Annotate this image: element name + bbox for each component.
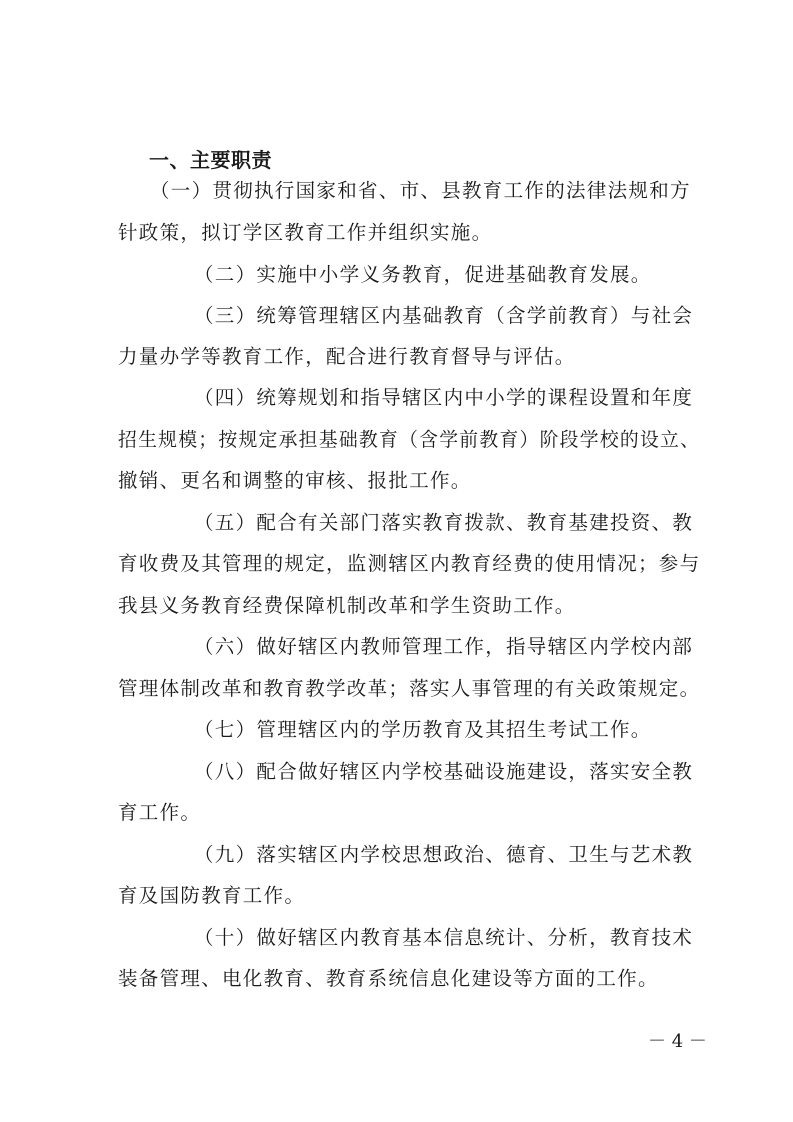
paragraph-line: 装备管理、电化教育、教育系统信息化建设等方面的工作。 xyxy=(118,967,659,990)
paragraph-line: （七）管理辖区内的学历教育及其招生考试工作。 xyxy=(194,718,652,741)
paragraph-line: 力量办学等教育工作，配合进行教育督导与评估。 xyxy=(118,345,576,368)
paragraph-line: 管理体制改革和教育教学改革；落实人事管理的有关政策规定。 xyxy=(118,677,701,700)
paragraph-line: （四）统筹规划和指导辖区内中小学的课程设置和年度 xyxy=(194,386,694,409)
section-heading: 一、主要职责 xyxy=(149,148,272,172)
paragraph-line: 我县义务教育经费保障机制改革和学生资助工作。 xyxy=(118,594,576,617)
paragraph-line: 撤销、更名和调整的审核、报批工作。 xyxy=(118,469,472,492)
paragraph-line: （十）做好辖区内教育基本信息统计、分析，教育技术 xyxy=(194,926,694,949)
paragraph-line: 育收费及其管理的规定，监测辖区内教育经费的使用情况；参与 xyxy=(118,552,701,575)
paragraph-line: 育及国防教育工作。 xyxy=(118,884,306,907)
paragraph-line: （六）做好辖区内教师管理工作，指导辖区内学校内部 xyxy=(194,635,694,658)
paragraph-line: （五）配合有关部门落实教育拨款、教育基建投资、教 xyxy=(194,511,694,534)
paragraph-line: 育工作。 xyxy=(118,801,202,824)
paragraph-line: 针政策，拟订学区教育工作并组织实施。 xyxy=(118,221,493,244)
paragraph-line: （八）配合做好辖区内学校基础设施建设，落实安全教 xyxy=(194,760,694,783)
paragraph-line: （一）贯彻执行国家和省、市、县教育工作的法律法规和方 xyxy=(150,179,691,202)
paragraph-line: （三）统筹管理辖区内基础教育（含学前教育）与社会 xyxy=(194,304,694,327)
page-number: － 4 － xyxy=(648,1031,707,1052)
paragraph-line: （九）落实辖区内学校思想政治、德育、卫生与艺术教 xyxy=(194,843,694,866)
paragraph-line: （二）实施中小学义务教育，促进基础教育发展。 xyxy=(194,263,652,286)
paragraph-line: 招生规模；按规定承担基础教育（含学前教育）阶段学校的设立、 xyxy=(118,428,701,451)
